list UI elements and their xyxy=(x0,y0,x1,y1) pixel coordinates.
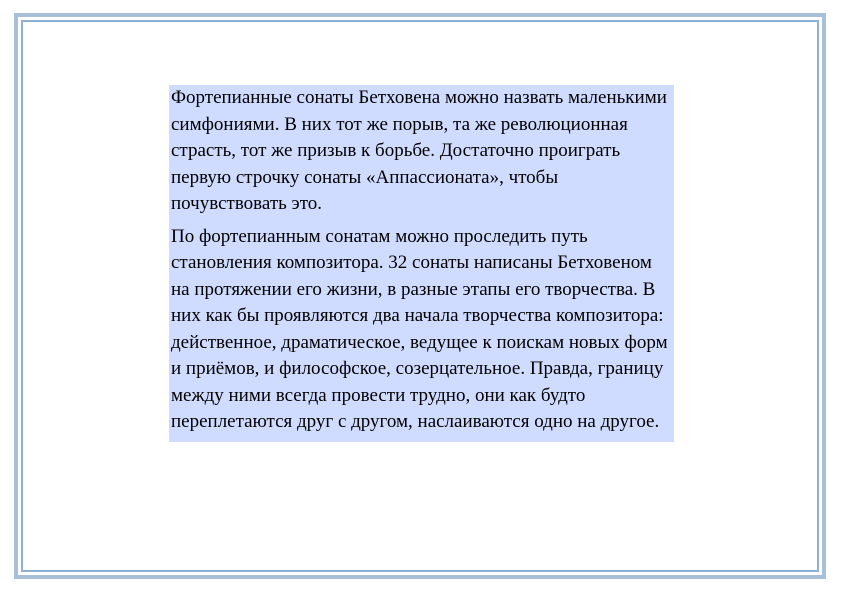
paragraph-2: По фортепианным сонатам можно проследить путь становления композитора. 32 сонаты написаны Бетховеном на протяжении его жизни, в разные этапы его творчества. В них как бы проявляются два начала творчества композитора: действенное, драматическое, ведущее к поискам новых форм и приёмов, и философское, созерцательное. Правда, границу между ними всегда провести трудно, они как будто переплетаются друг с другом, наслаиваются одно на другое. xyxy=(171,225,668,432)
slide-text-box xyxy=(169,85,674,442)
paragraph-1: Фортепианные сонаты Бетховена можно назвать маленькими симфониями. В них тот же порыв, та же революционная страсть, тот же призыв к борьбе. Достаточно проиграть первую строчку сонаты «Аппассионата», чтобы почувствовать это. xyxy=(171,87,667,214)
